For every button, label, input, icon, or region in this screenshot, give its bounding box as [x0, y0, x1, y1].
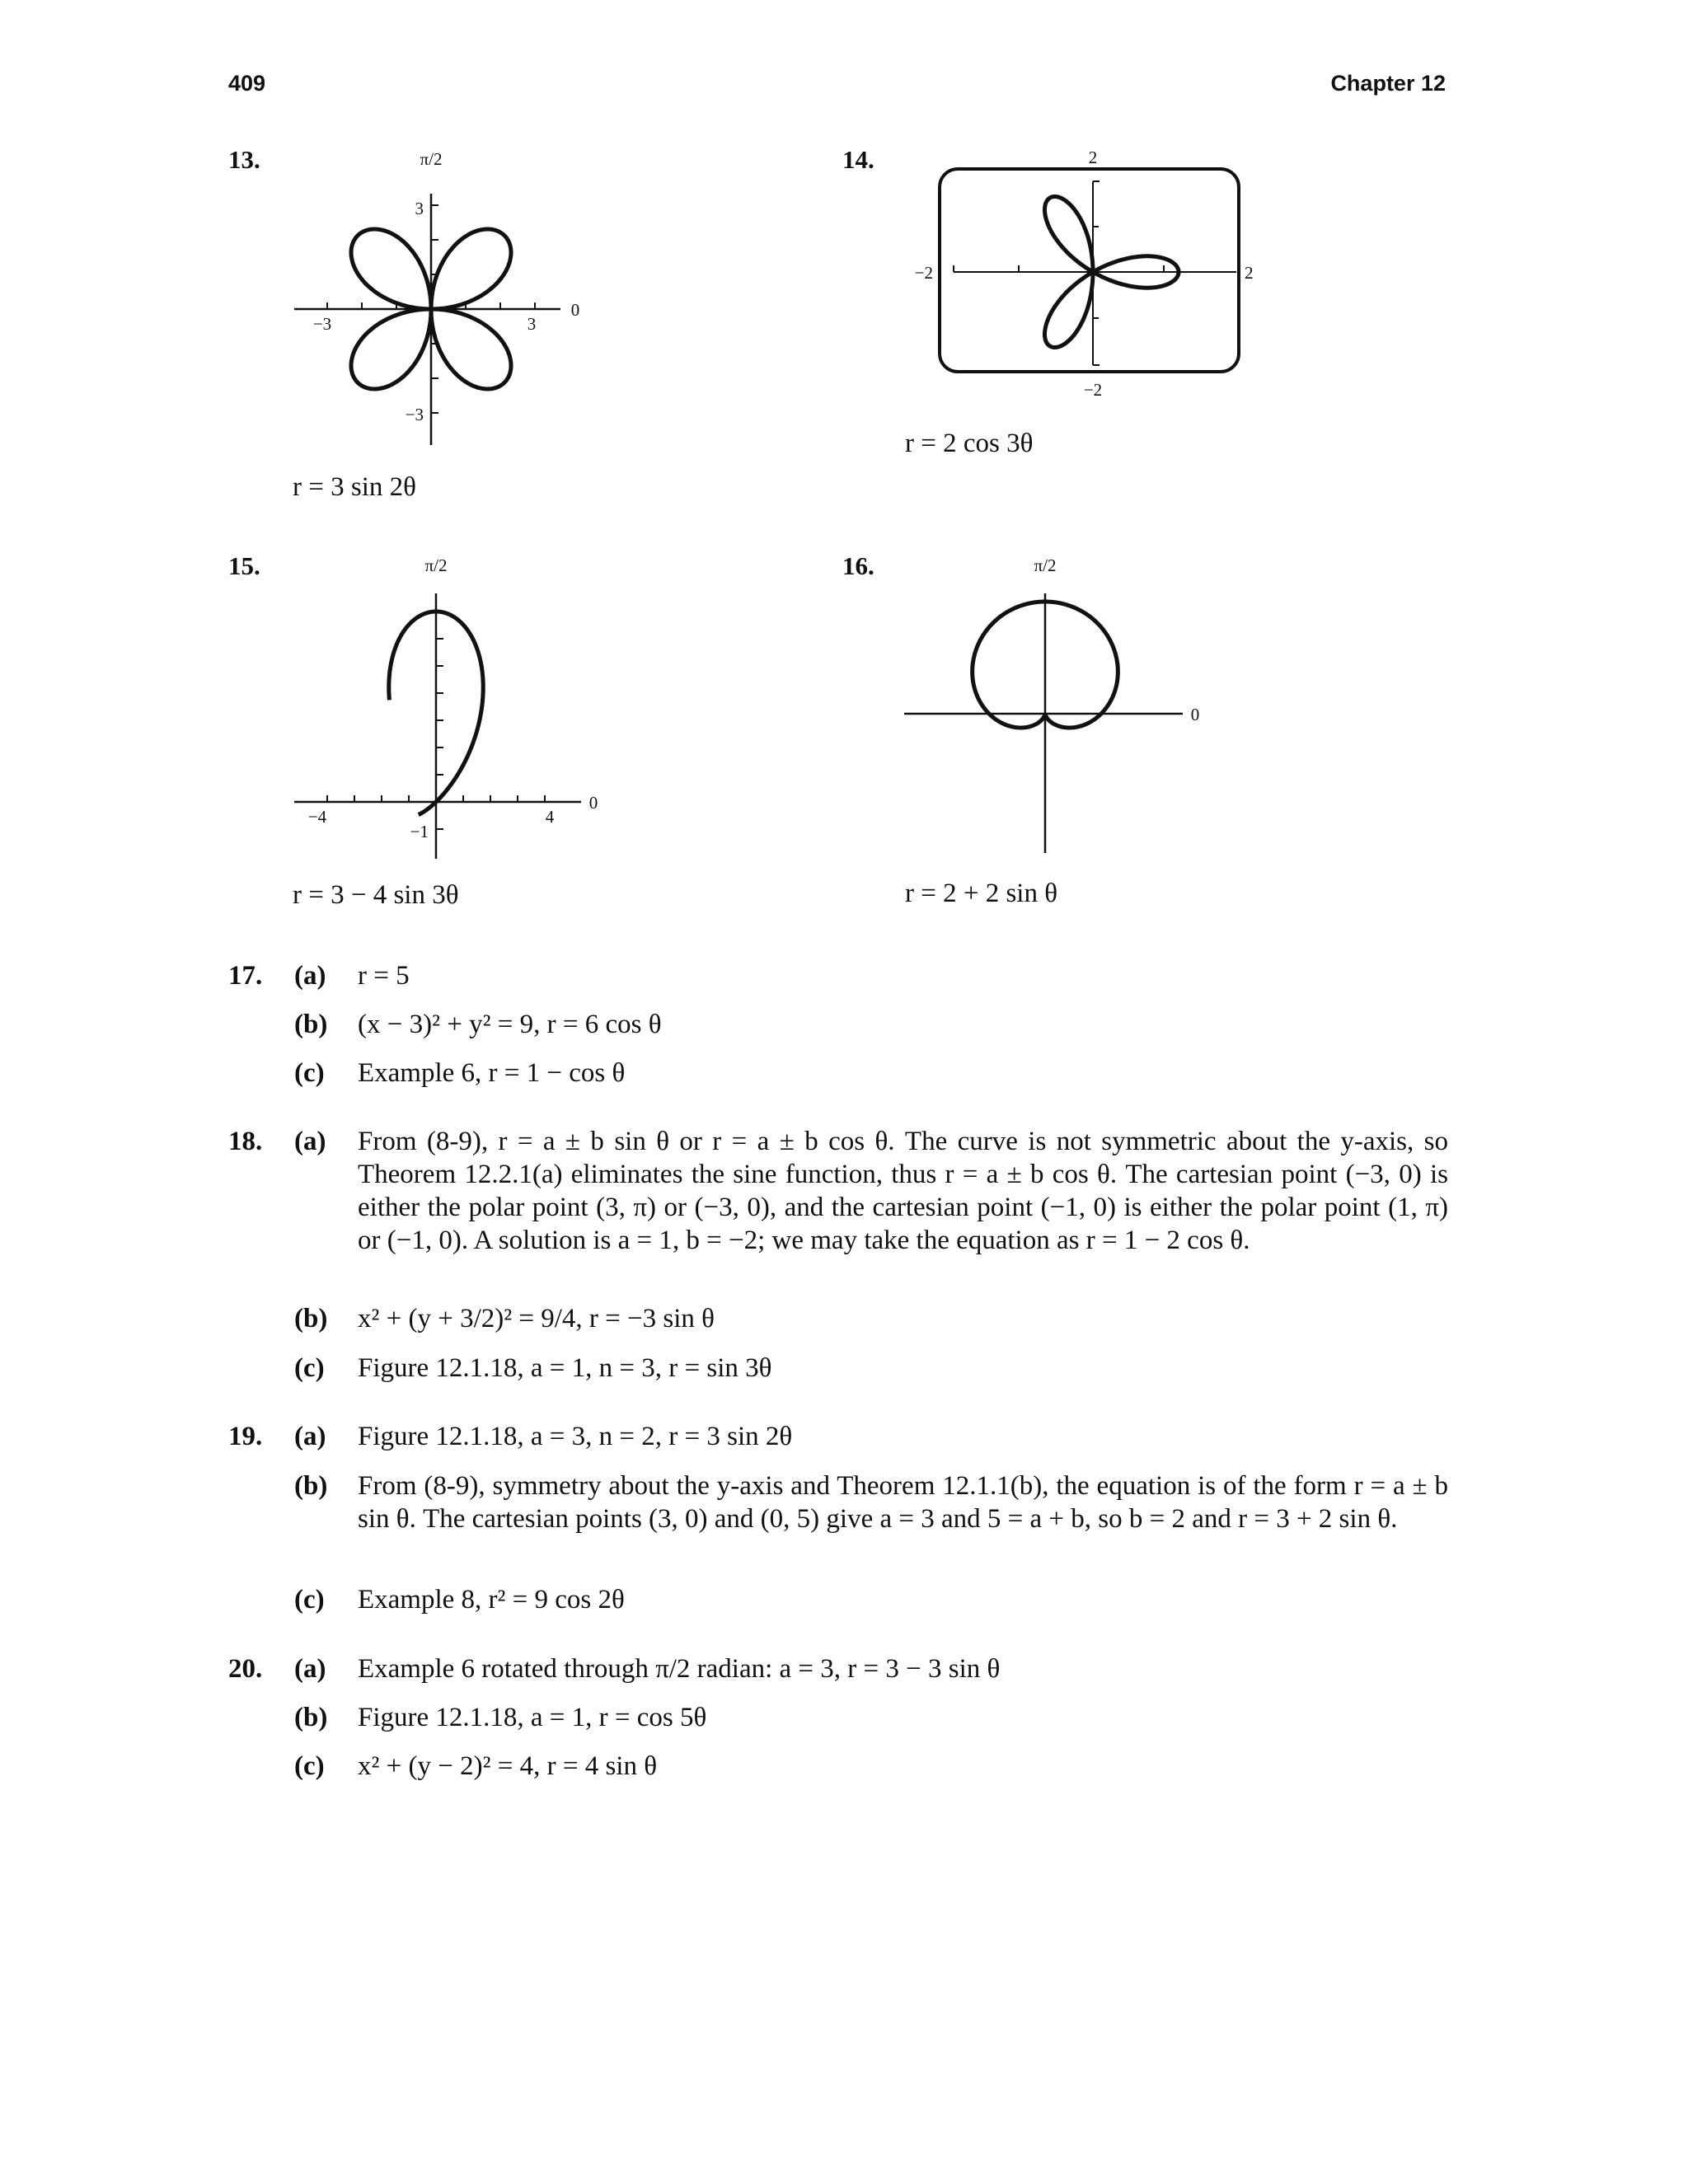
answer-text: x² + (y + 3/2)² = 9/4, r = −3 sin θ: [358, 1304, 715, 1333]
answer-text: From (8-9), symmetry about the y-axis and Theorem 12.1.1(b), the equation is of the form r = a ± b sin θ. The cartesian points (3, 0) and (0, 5) give a = 3 and 5 = a + b, so b = 2 and r = 3 + 2 sin θ.: [358, 1471, 1448, 1534]
tick-label: −3: [405, 405, 424, 424]
tick-label: 4: [545, 807, 555, 827]
problem-number: 14.: [842, 145, 874, 174]
tick-label: 2: [1088, 148, 1098, 167]
answer-text: Figure 12.1.18, a = 1, n = 3, r = sin 3θ: [358, 1353, 772, 1383]
part-label: (a): [294, 1127, 326, 1156]
problem-number: 20.: [228, 1654, 263, 1684]
tick-label: −2: [914, 263, 933, 283]
part-label: (b): [294, 1010, 328, 1039]
part-label: (c): [294, 1353, 325, 1383]
part-label: (b): [294, 1703, 328, 1732]
axis-label-top: π/2: [424, 555, 448, 575]
tick-label: 3: [415, 199, 424, 218]
part-label: (c): [294, 1751, 325, 1781]
chapter-title: Chapter 12: [1330, 71, 1446, 96]
problem-number: 15.: [228, 551, 260, 580]
tick-label: 3: [527, 314, 537, 334]
answer-text: Figure 12.1.18, a = 3, n = 2, r = 3 sin 2θ: [358, 1422, 793, 1451]
figure-caption: r = 3 − 4 sin 3θ: [293, 880, 459, 910]
polar-plot-14: [898, 140, 1269, 404]
polar-plot-15: [280, 548, 610, 874]
figure-caption: r = 3 sin 2θ: [293, 472, 416, 502]
part-label: (c): [294, 1585, 325, 1615]
figure-caption: r = 2 cos 3θ: [905, 429, 1034, 458]
answer-text: Example 6, r = 1 − cos θ: [358, 1058, 626, 1088]
axis-label-top: π/2: [1034, 555, 1057, 575]
part-label: (a): [294, 1422, 326, 1451]
axis-label-right: 0: [1190, 705, 1200, 724]
part-label: (b): [294, 1471, 328, 1501]
axis-label-right: 0: [588, 793, 598, 813]
figure-caption: r = 2 + 2 sin θ: [905, 879, 1058, 908]
answer-text: From (8-9), r = a ± b sin θ or r = a ± b cos θ. The curve is not symmetric about the y-axis, so Theorem 12.2.1(a) eliminates the sine function, thus r = a ± b cos θ. The cartesian point (−3, 0) is either the polar point (3, π) or (−3, 0), and the cartesian point (−1, 0) is either the polar point (1, π) or (−1, 0). A solution is a = 1, b = −2; we may take the equation as r = 1 − 2 cos θ.: [358, 1127, 1448, 1255]
polar-plot-16: [898, 548, 1228, 865]
part-label: (a): [294, 1654, 326, 1684]
tick-label: −1: [410, 822, 429, 841]
axis-label-right: 0: [570, 300, 580, 320]
answer-text: x² + (y − 2)² = 4, r = 4 sin θ: [358, 1751, 658, 1781]
problem-number: 19.: [228, 1422, 263, 1451]
problem-number: 17.: [228, 961, 263, 991]
answer-text: Example 6 rotated through π/2 radian: a = 3, r = 3 − 3 sin θ: [358, 1654, 1001, 1684]
problem-number: 18.: [228, 1127, 263, 1156]
tick-label: −4: [307, 807, 327, 827]
page-number: 409: [228, 71, 266, 96]
part-label: (b): [294, 1304, 328, 1333]
axis-label-top: π/2: [420, 149, 443, 169]
answer-text: r = 5: [358, 961, 410, 991]
answer-text: Example 8, r² = 9 cos 2θ: [358, 1585, 625, 1615]
part-label: (a): [294, 961, 326, 991]
part-label: (c): [294, 1058, 325, 1088]
tick-label: 2: [1245, 263, 1254, 283]
answer-text: (x − 3)² + y² = 9, r = 6 cos θ: [358, 1010, 662, 1039]
tick-label: −2: [1083, 380, 1103, 400]
problem-number: 13.: [228, 145, 260, 174]
problem-number: 16.: [842, 551, 874, 580]
polar-plot-13: [280, 144, 610, 453]
tick-label: −3: [312, 314, 332, 334]
answer-text: Figure 12.1.18, a = 1, r = cos 5θ: [358, 1703, 707, 1732]
